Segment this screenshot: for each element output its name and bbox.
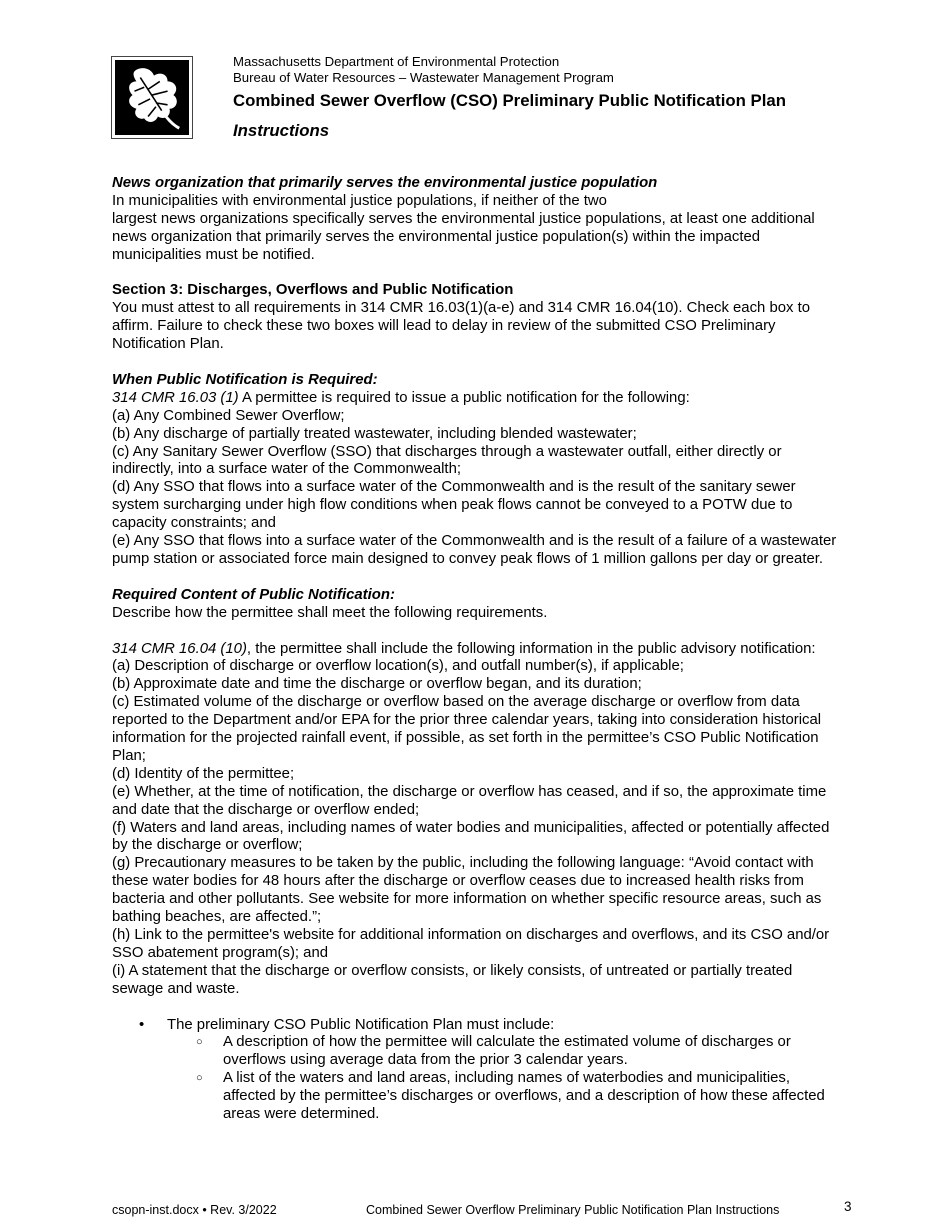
required-content-item: (a) Description of discharge or overflow location(s), and outfall number(s), if applicable; [112,658,684,675]
required-content-heading: Required Content of Public Notification: [112,586,395,603]
when-required-item: (d) Any SSO that flows into a surface water of the Commonwealth and is the result of the sanitary sewer system surcharging under high flow conditions when peak flows cannot be conveyed to a POTW due to capacity constraints; and [112,479,796,532]
agency-name: Massachusetts Department of Environmental Protection [233,54,560,69]
when-required-item: (c) Any Sanitary Sewer Overflow (SSO) that discharges through a wastewater outfall, either directly or indirectly, into a surface water of the Commonwealth; [112,443,782,478]
when-required-item: (b) Any discharge of partially treated wastewater, including blended wastewater; [112,425,637,442]
plan-sub-item: ○ A list of the waters and land areas, including names of waterbodies and municipalities, affected by the permittee’s discharges or overflows, and a description of how these affected areas were determined. [167,1070,840,1124]
document-body [112,175,840,1124]
citation-16-03: 314 CMR 16.03 (1) [112,389,239,406]
when-required-intro [112,390,840,408]
footer-doc-title: Combined Sewer Overflow Preliminary Public Notification Plan Instructions [366,1203,780,1217]
required-content-citation-line [112,641,840,659]
logo-background [115,60,189,135]
massdep-oak-leaf-logo [111,56,193,139]
required-content-intro: Describe how the permittee shall meet the following requirements. [112,604,548,621]
required-content-item: (d) Identity of the permittee; [112,765,295,782]
news-org-heading: News organization that primarily serves the environmental justice population [112,175,658,191]
news-org-body: largest news organizations specifically serves the environmental justice populations, at least one additional news organization that primarily serves the environmental justice population(s) within the impacted municipalities must be notified. [112,210,815,263]
when-required-intro-text: A permittee is required to issue a public notification for the following: [238,389,690,406]
required-content-item: (i) A statement that the discharge or overflow consists, or likely consists, of untreated or partially treated sewage and waste. [112,962,793,997]
plan-sub-list [167,1034,840,1124]
when-required-item: (e) Any SSO that flows into a surface water of the Commonwealth and is the result of a failure of a wastewater pump station or associated force main designed to convey peak flows of 1 million gallons per day or greater. [112,533,837,567]
footer-file-rev: csopn-inst.docx • Rev. 3/2022 [112,1203,277,1217]
required-content-item: (g) Precautionary measures to be taken by the public, including the following language: “Avoid contact with these water bodies for 48 hours after the discharge or overflow ceases due to increased health risks from bacteria and other pollutants. See website for more information on whether specific resource areas, such as bathing beaches, are affected.”; [112,855,822,926]
section3-heading: Section 3: Discharges, Overflows and Public Notification [112,282,514,299]
section3-body: You must attest to all requirements in 314 CMR 16.03(1)(a-e) and 314 CMR 16.04(10). Check each box to affirm. Failure to check these two boxes will lead to delay in review of the submitted CSO Preliminary Notification Plan. [112,300,811,353]
plan-bullet-text: The preliminary CSO Public Notification Plan must include: [167,1016,555,1033]
document-title: Combined Sewer Overflow (CSO) Preliminary Public Notification Plan [233,91,786,110]
bureau-name: Bureau of Water Resources – Wastewater Management Program [233,69,614,85]
document-subtitle: Instructions [233,121,330,140]
required-content-item: (e) Whether, at the time of notification, the discharge or overflow has ceased, and if so, the approximate time and date that the discharge or overflow ended; [112,783,827,818]
plan-bullet-list [112,1017,840,1124]
oak-leaf-icon [115,60,189,135]
plan-bullet-item [112,1017,840,1124]
required-content-item: (f) Waters and land areas, including names of water bodies and municipalities, affected or potentially affected by the discharge or overflow; [112,819,830,854]
document-header [233,54,893,141]
when-required-heading: When Public Notification is Required: [112,371,378,388]
citation-text: , the permittee shall include the following information in the public advisory notification: [246,640,816,657]
when-required-item: (a) Any Combined Sewer Overflow; [112,407,345,424]
page-number: 3 [844,1199,852,1214]
required-content-item: (b) Approximate date and time the discharge or overflow began, and its duration; [112,676,642,693]
required-content-item: (h) Link to the permittee's website for additional information on discharges and overflows, and its CSO and/or SSO abatement program(s); and [112,927,830,961]
news-org-line1: In municipalities with environmental justice populations, if neither of the two [112,192,607,209]
citation-16-04: 314 CMR 16.04 (10) [112,640,247,657]
page-footer [112,1201,852,1221]
plan-sub-item: ○ A description of how the permittee will calculate the estimated volume of discharges or overflows using average data from the prior 3 calendar years. [167,1034,840,1070]
required-content-item: (c) Estimated volume of the discharge or overflow based on the average discharge or overflow from data reported to the Department and/or EPA for the prior three calendar years, taking into consideration historical information for the projected rainfall event, if possible, as set forth in the permittee’s CSO Public Notification Plan; [112,694,822,764]
